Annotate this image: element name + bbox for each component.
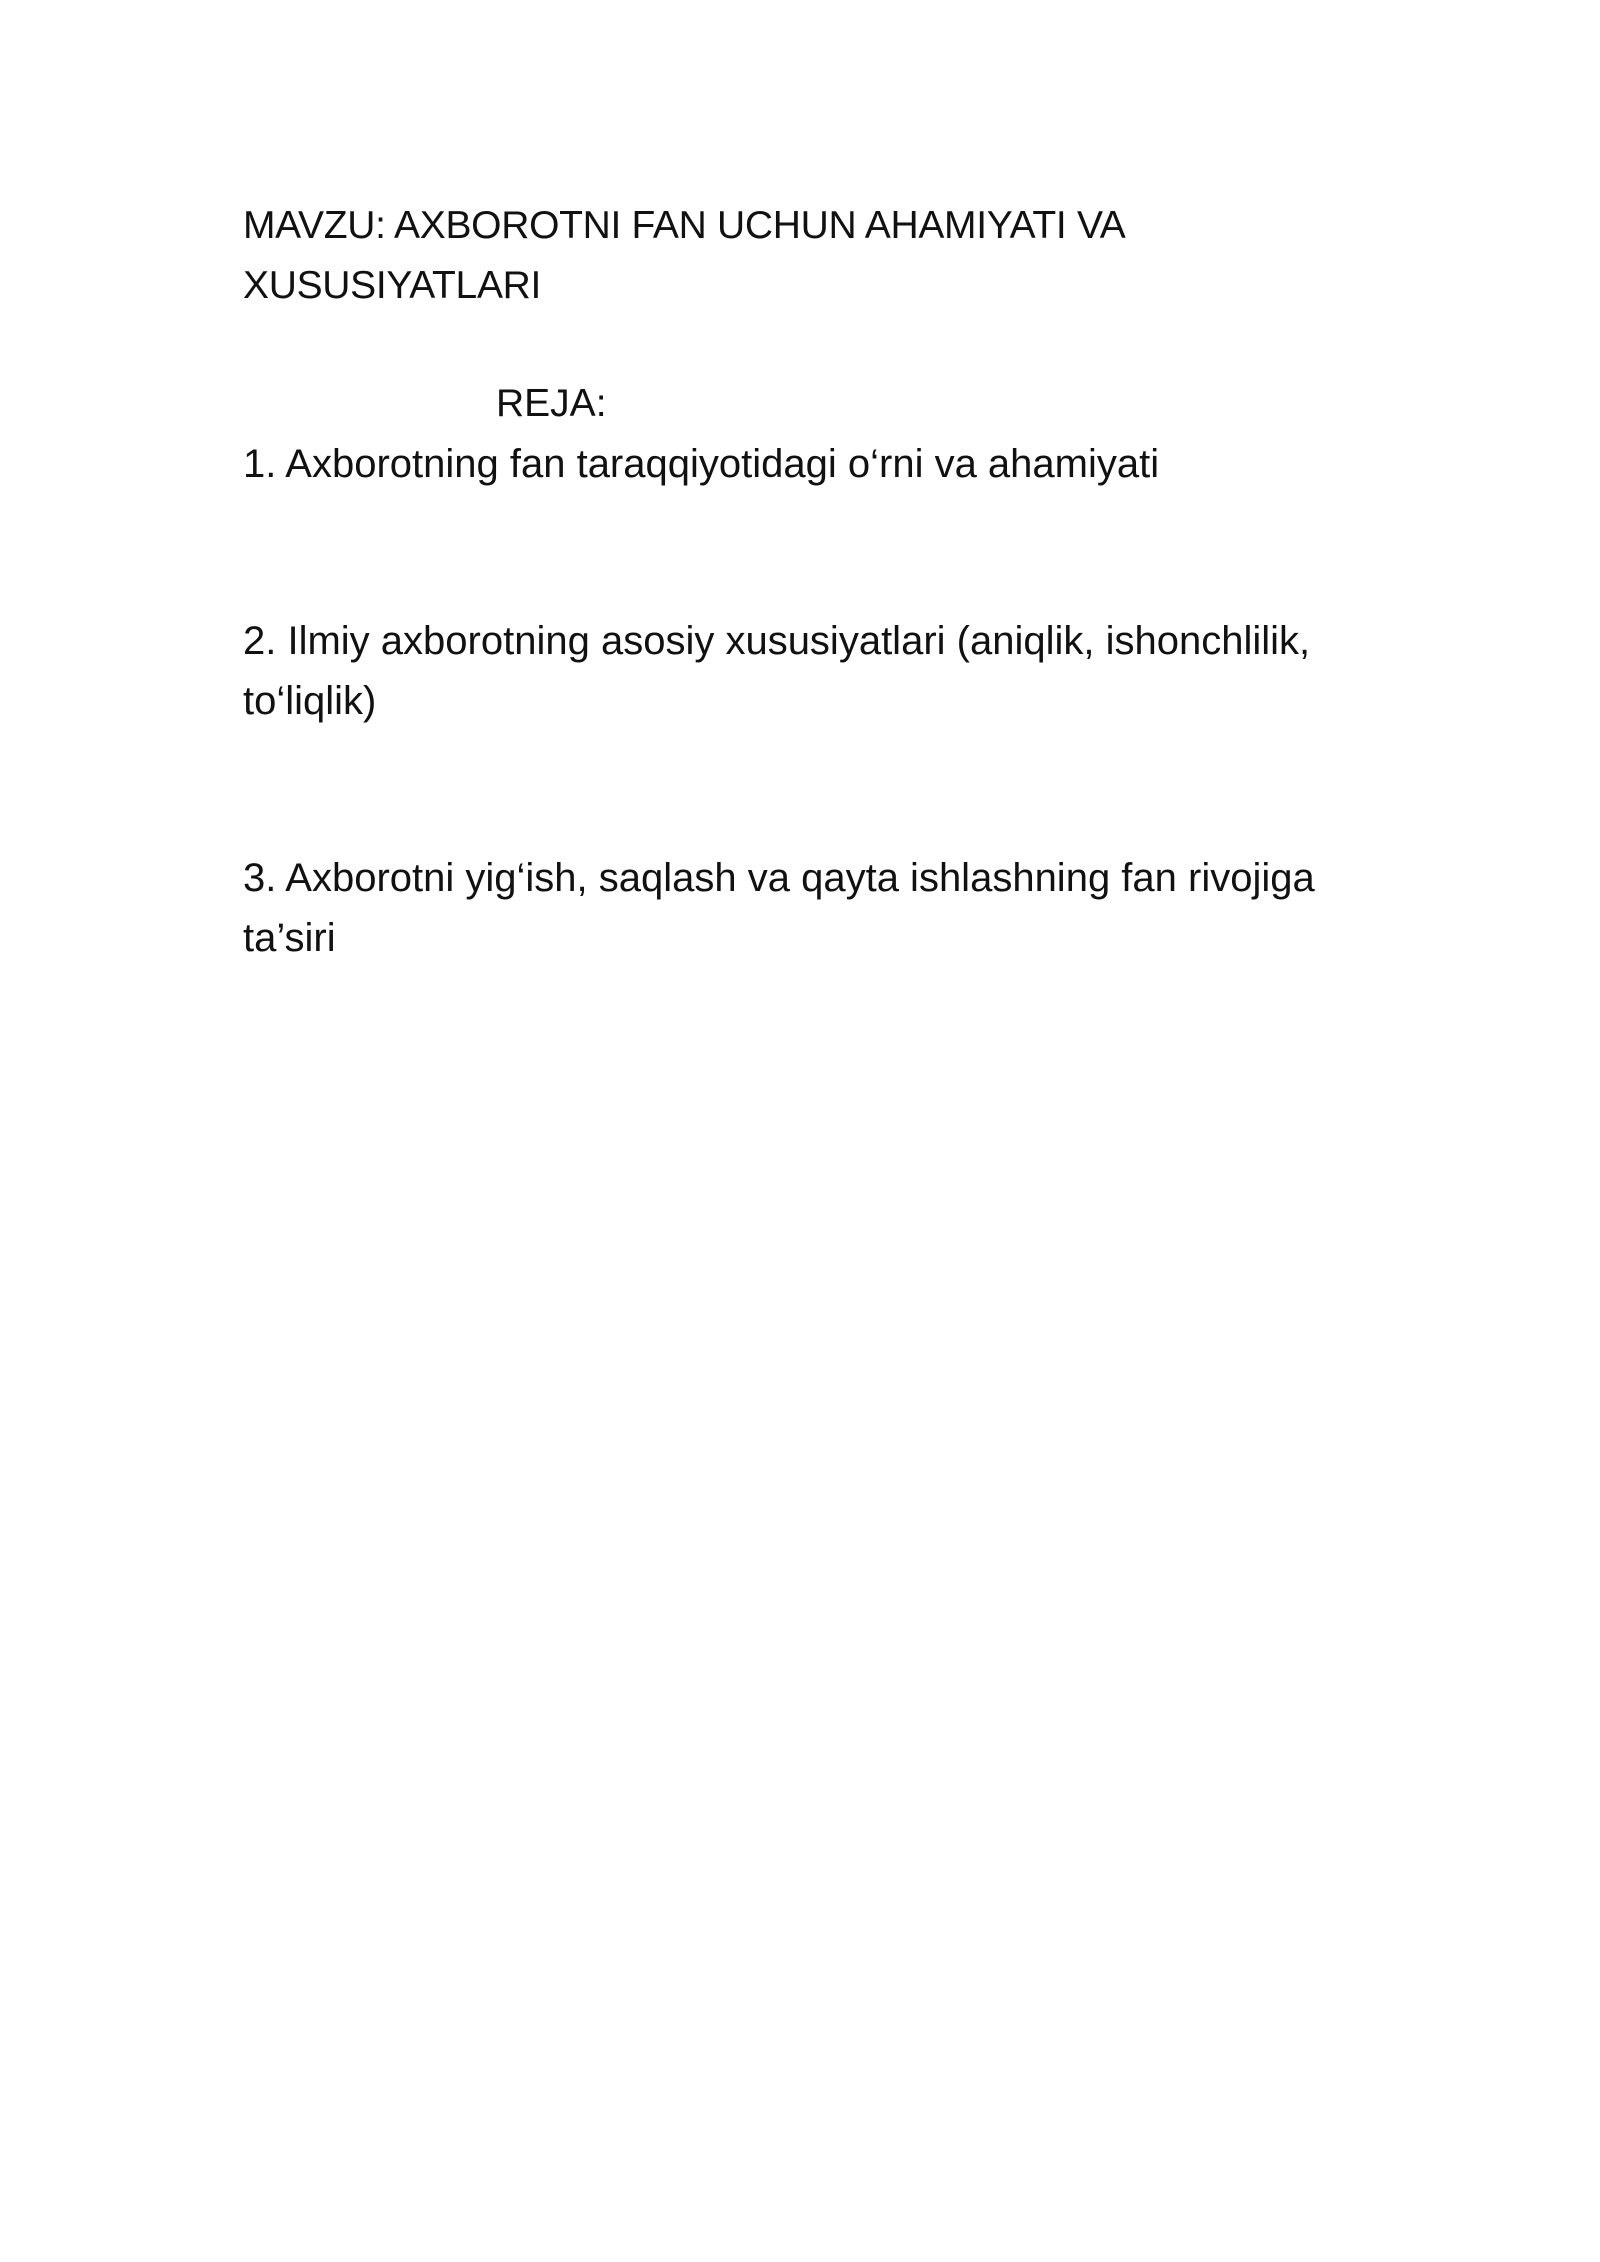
document-title: MAVZU: AXBOROTNI FAN UCHUN AHAMIYATI VA XUSUSIYATLARI — [243, 204, 1124, 307]
plan-item: 2. Ilmiy axborotning asosiy xususiyatlari (aniqlik, ishonchlilik, to‘liqlik) — [243, 619, 1311, 723]
plan-item: 1. Axborotning fan taraqqiyotidagi o‘rni va ahamiyati — [243, 442, 1160, 486]
document-body — [243, 196, 1353, 968]
plan-heading: REJA: — [496, 382, 607, 425]
plan-item: 3. Axborotni yig‘ish, saqlash va qayta ishlashning fan rivojiga ta’siri — [243, 856, 1315, 960]
